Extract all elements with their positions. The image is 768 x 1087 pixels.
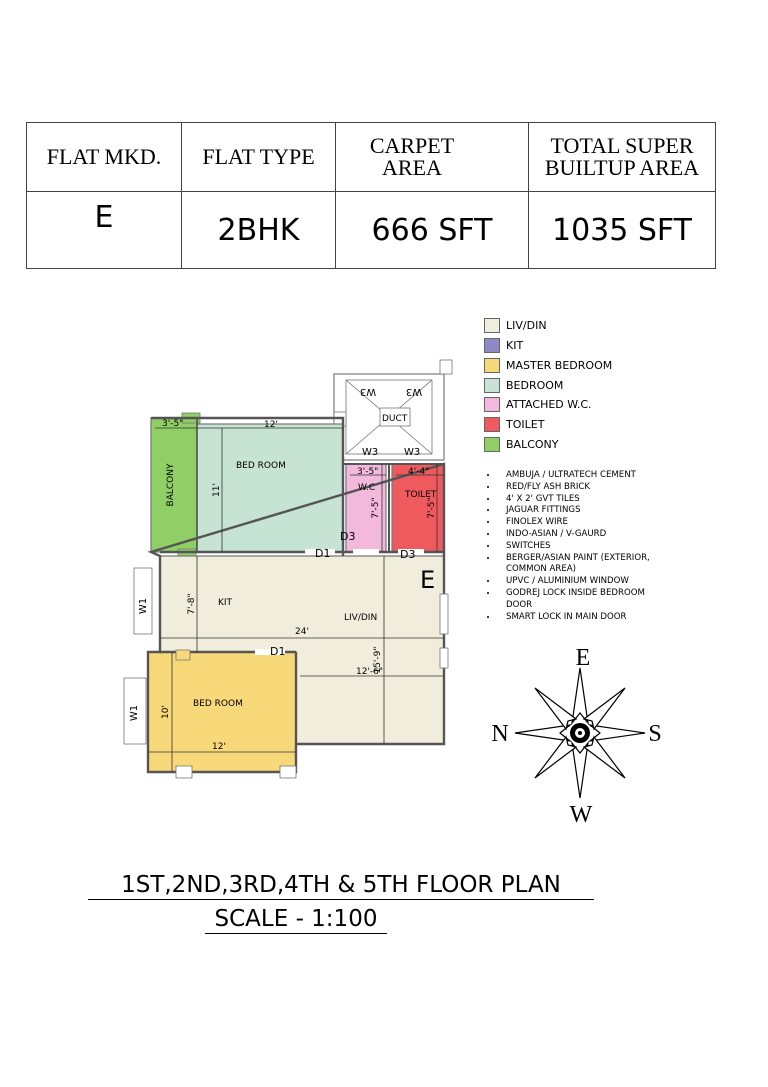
- spec-item: • FINOLEX WIRE: [498, 517, 668, 529]
- label-d1: D1: [315, 547, 331, 560]
- label-wc: W.C: [358, 483, 376, 493]
- label-d1: D1: [270, 645, 286, 658]
- legend-kit: KIT: [484, 338, 523, 353]
- spec-item: • 4' X 2' GVT TILES: [498, 494, 668, 506]
- label-w3: W3: [359, 386, 377, 397]
- spec-item: • JAGUAR FITTINGS: [498, 505, 668, 517]
- compass-label-top: E: [575, 645, 591, 671]
- dim-liv-din-w2: 12'-6": [356, 667, 384, 677]
- legend-attached-wc: ATTACHED W.C.: [484, 397, 592, 412]
- label-w3: W3: [404, 447, 421, 458]
- spec-item: • GODREJ LOCK INSIDE BEDROOM DOOR: [498, 588, 668, 612]
- label-d3: D3: [400, 548, 416, 561]
- label-d3: D3: [340, 530, 356, 543]
- window: [440, 648, 448, 668]
- value-flat-type: 2BHK: [182, 192, 336, 269]
- legend-master-bedroom: MASTER BEDROOM: [484, 358, 612, 373]
- dim-bed-room-1-h: 11': [212, 483, 222, 497]
- label-liv-din: LIV/DIN: [344, 613, 378, 623]
- compass-label-bottom: W: [569, 802, 593, 828]
- spec-item: • SWITCHES: [498, 541, 668, 553]
- label-balcony: BALCONY: [166, 463, 176, 507]
- plan-title: 1ST,2ND,3RD,4TH & 5TH FLOOR PLAN: [88, 872, 594, 900]
- legend-livdin: LIV/DIN: [484, 318, 547, 333]
- spec-item: • RED/FLY ASH BRICK: [498, 482, 668, 494]
- dim-bed-room-2-h: 10': [161, 705, 171, 719]
- header-flat-mkd: FLAT MKD.: [27, 123, 182, 192]
- spec-item: • INDO-ASIAN / V-GAURD: [498, 529, 668, 541]
- column: [440, 360, 452, 374]
- label-duct: DUCT: [382, 414, 408, 424]
- legend-balcony: BALCONY: [484, 437, 559, 452]
- dim-kit-h: 7'-8": [187, 593, 197, 615]
- label-w3: W3: [362, 447, 379, 458]
- spec-item: • BERGER/ASIAN PAINT (EXTERIOR, COMMON AREA): [498, 553, 668, 577]
- column: [280, 766, 296, 778]
- window: [440, 594, 448, 634]
- label-w3: W3: [405, 386, 423, 397]
- dim-toilet-h: 7'-5": [427, 497, 437, 519]
- label-bed-room-2: BED ROOM: [193, 699, 243, 709]
- dim-wc-h: 7'-5": [371, 497, 381, 519]
- value-super-builtup: 1035 SFT: [529, 192, 716, 269]
- value-carpet-area: 666 SFT: [336, 192, 529, 269]
- compass-label-left: N: [491, 721, 509, 747]
- door-d3-gap: [353, 549, 379, 555]
- column: [176, 650, 190, 660]
- dim-balcony: 3'-5": [162, 419, 184, 429]
- value-flat-mkd: E: [27, 192, 182, 269]
- column: [176, 766, 192, 778]
- label-bed-room-1: BED ROOM: [236, 461, 286, 471]
- header-carpet-area: CARPET AREA: [336, 123, 529, 192]
- dim-bed-room-1-w: 12': [264, 420, 278, 430]
- label-kit: KIT: [218, 598, 233, 608]
- label-w1: W1: [129, 704, 140, 722]
- dim-toilet-w: 4'-4": [408, 467, 430, 477]
- label-toilet: TOILET: [405, 490, 437, 500]
- compass-label-right: S: [648, 721, 662, 747]
- label-flat-mark: E: [420, 566, 436, 594]
- header-super-builtup: TOTAL SUPER BUILTUP AREA: [529, 123, 716, 192]
- plan-scale: SCALE - 1:100: [205, 906, 387, 934]
- dim-liv-din-h: 15'-9": [373, 646, 383, 674]
- legend-toilet: TOILET: [484, 417, 544, 432]
- spec-item: • AMBUJA / ULTRATECH CEMENT: [498, 470, 668, 482]
- dim-liv-din-w: 24': [295, 627, 309, 637]
- label-w1: W1: [138, 597, 149, 615]
- dim-wc-w: 3'-5": [357, 467, 379, 477]
- header-flat-type: FLAT TYPE: [182, 123, 336, 192]
- compass-rose-icon: [515, 668, 645, 798]
- legend-bedroom: BEDROOM: [484, 378, 563, 393]
- spec-item: • SMART LOCK IN MAIN DOOR: [498, 612, 668, 624]
- dim-bed-room-2-w: 12': [212, 742, 226, 752]
- spec-item: • UPVC / ALUMINIUM WINDOW: [498, 576, 668, 588]
